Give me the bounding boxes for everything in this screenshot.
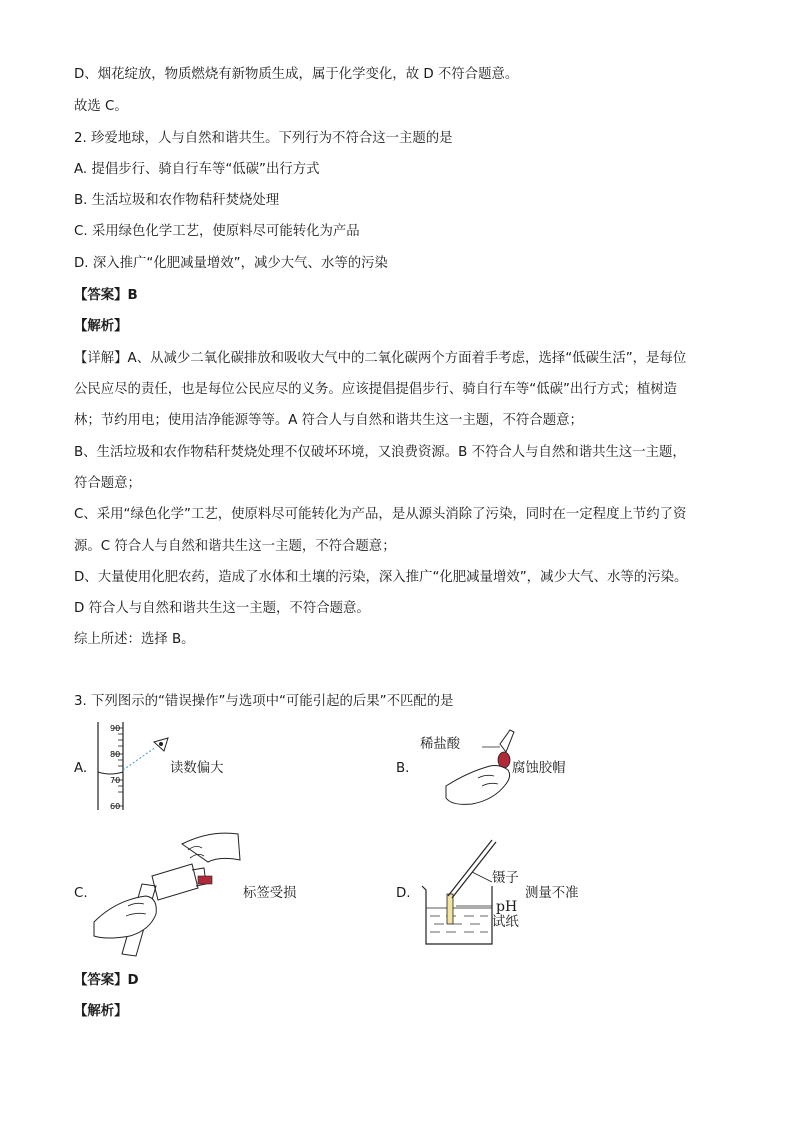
analysis-label-2: 【解析】 (74, 1004, 128, 1019)
figure-d-paper-label: 试纸 (492, 915, 519, 930)
question-3-stem: 3. 下列图示的“错误操作”与选项中“可能引起的后果”不匹配的是 (74, 694, 454, 709)
detail-line-8: D、大量使用化肥农药，造成了水体和土壤的污染，深入推广“化肥减量增效”，减少大气、水等的污染。 (74, 570, 688, 585)
figure-c-caption: 标签受损 (243, 886, 297, 901)
eye-icon (154, 738, 168, 751)
tick-label-60: 60 (110, 802, 121, 811)
figure-a-cylinder (90, 720, 180, 812)
tick-label-90: 90 (110, 724, 121, 733)
figure-d-tool-label: 镊子 (492, 871, 519, 886)
hand-shape (446, 766, 510, 805)
summary-line: 综上所述：选择 B。 (74, 632, 195, 647)
detail-line-9: D 符合人与自然和谐共生这一主题，不符合题意。 (74, 601, 370, 616)
figure-d-beaker (418, 836, 498, 948)
figure-d-caption: 测量不准 (525, 886, 579, 901)
question-2-stem: 2. 珍爱地球，人与自然和谐共生。下列行为不符合这一主题的是 (74, 131, 453, 146)
figure-a-option: A. (74, 761, 88, 776)
detail-line-1: 【详解】A、从减少二氧化碳排放和吸收大气中的二氧化碳两个方面着手考虑，选择“低碳生活”，是每位 (74, 351, 687, 366)
figure-b-reagent-label: 稀盐酸 (420, 737, 461, 752)
tick-label-80: 80 (110, 750, 121, 759)
question-2-option-b: B. 生活垃圾和农作物秸秆焚烧处理 (74, 193, 280, 208)
tweezers (448, 840, 492, 896)
detail-line-4: B、生活垃圾和农作物秸秆焚烧处理不仅破坏环境，又浪费资源。B 不符合人与自然和谐共生这一主题， (74, 445, 686, 460)
detail-line-2: 公民应尽的责任，也是每位公民应尽的义务。应该提倡提倡步行、骑自行车等“低碳”出行方式；植树造 (74, 382, 678, 397)
tick-label-70: 70 (110, 776, 121, 785)
analysis-label: 【解析】 (74, 319, 128, 334)
holding-hand (94, 896, 156, 938)
figure-c-pouring (92, 826, 242, 958)
figure-b-option: B. (396, 761, 410, 776)
reagent-bottle (152, 864, 198, 900)
figure-d-paper-label-ph: pH (496, 899, 518, 915)
figure-d-option: D. (396, 886, 411, 901)
detail-line-3: 林；节约用电；使用洁净能源等等。A 符合人与自然和谐共生这一主题，不符合题意； (74, 413, 583, 428)
detail-line-5: 符合题意； (74, 476, 141, 491)
bottle-label (198, 876, 212, 884)
question-2-option-d: D. 深入推广“化肥减量增效”，减少大气、水等的污染 (74, 256, 388, 271)
answer-label-2: 【答案】D (74, 973, 139, 988)
text-line-1: D、烟花绽放，物质燃烧有新物质生成，属于化学变化，故 D 不符合题意。 (74, 67, 519, 82)
answer-label: 【答案】B (74, 288, 138, 303)
ph-paper-strip (447, 894, 453, 924)
figure-b-caption: 腐蚀胶帽 (512, 761, 566, 776)
question-2-option-a: A. 提倡步行、骑自行车等“低碳”出行方式 (74, 162, 320, 177)
question-2-option-c: C. 采用绿色化学工艺，使原料尽可能转化为产品 (74, 224, 360, 239)
text-line-2: 故选 C。 (74, 99, 128, 114)
figure-c-option: C. (74, 886, 88, 901)
detail-line-7: 源。C 符合人与自然和谐共生这一主题，不符合题意； (74, 539, 396, 554)
figure-a-caption: 读数偏大 (170, 761, 224, 776)
detail-line-6: C、采用“绿色化学”工艺，使原料尽可能转化为产品，是从源头消除了污染，同时在一定程度上节约了资 (74, 507, 687, 522)
